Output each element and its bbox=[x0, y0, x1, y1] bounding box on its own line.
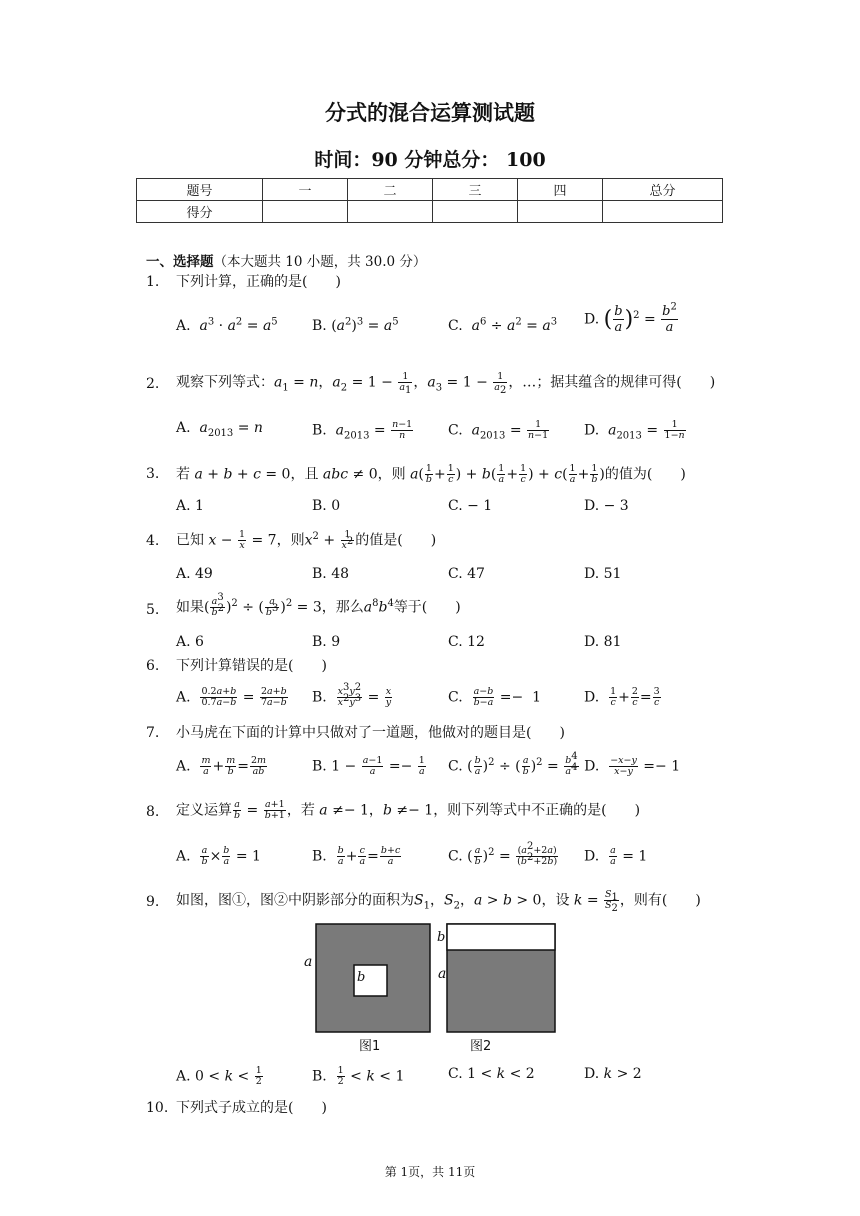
question-stem: 如图，图①，图②中阴影部分的面积为$S_1$，$S_2$，a > b > 0，设 k = $\frac{S_1}{S_2}$ ，则有( ) bbox=[176, 889, 701, 914]
score-header-cell: 三 bbox=[433, 179, 518, 201]
option-d[interactable]: D. $\frac{1}{c}$ + $\frac{2}{c}$ = $\frac{3}{c}$ bbox=[584, 686, 660, 708]
question-number: 3. bbox=[146, 466, 160, 482]
option-d[interactable]: D. 51 bbox=[584, 566, 622, 582]
question-stem: 下列计算错误的是( ) bbox=[176, 658, 327, 674]
score-header-cell: 一 bbox=[263, 179, 348, 201]
option-c[interactable]: C. $a_{2013}$ = $\frac{1}{n-1}$ bbox=[448, 419, 549, 442]
question-stem: 观察下列等式：$a_1 = n$，$a_2 = 1$ − $\frac{1}{a_1}$ ，$a_3 = 1$ − $\frac{1}{a_2}$ ，…；据其蕴含的规律可得( ) bbox=[176, 371, 716, 396]
option-b[interactable]: B. $a_{2013}$ = $\frac{n-1}{n}$ bbox=[312, 419, 413, 442]
score-cell[interactable] bbox=[603, 201, 723, 223]
question-stem: 若 a + b + c = 0，且 abc ≠ 0，则 a( $\frac{1}{b}$ + $\frac{1}{c}$ ) + b( $\frac{1}{a}$ + $\frac{1}{c}$ ) + c( $\frac{1}{a}$ + $\frac{1}{b}$ )的值为( ) bbox=[176, 463, 686, 485]
option-c[interactable]: C. $a^6 \div a^2 = a^3$ bbox=[448, 316, 558, 334]
score-cell[interactable] bbox=[263, 201, 348, 223]
question-number: 2. bbox=[146, 376, 160, 392]
page-title: 分式的混合运算测试题 bbox=[325, 100, 535, 125]
question-stem: 如果( $\frac{a^3}{b^2}$ )$^2$ ÷ ( $\frac{a}{b^3}$ )$^2$ = 3，那么$a^8b^4$等于( ) bbox=[176, 591, 461, 618]
option-c[interactable]: C. 47 bbox=[448, 566, 485, 582]
question-number: 9. bbox=[146, 894, 160, 910]
option-d[interactable]: D. k > 2 bbox=[584, 1066, 642, 1082]
question-number: 5. bbox=[146, 602, 160, 618]
option-b[interactable]: B. 1 − $\frac{a-1}{a}$ =− $\frac{1}{a}$ bbox=[312, 755, 425, 777]
score-header-cell: 四 bbox=[518, 179, 603, 201]
figure2-label-a: a bbox=[438, 966, 447, 982]
score-table bbox=[136, 178, 723, 223]
option-c[interactable]: C. ( $\frac{a}{b}$ )$^2$ = $\frac{(a^2+2a)}{(b^2+2b)}$ bbox=[448, 840, 558, 867]
option-a[interactable]: A. $a_{2013} = n$ bbox=[176, 420, 263, 439]
figure1-caption: 图1 bbox=[359, 1039, 381, 1054]
score-cell[interactable] bbox=[348, 201, 433, 223]
figure1-label-a: a bbox=[304, 954, 313, 970]
option-c[interactable]: C. $\frac{a-b}{b-a}$ =− 1 bbox=[448, 686, 542, 708]
question-number: 10. bbox=[146, 1100, 169, 1116]
question-stem: 定义运算 $\frac{a}{b}$ = $\frac{a+1}{b+1}$ ，若 a ≠− 1，b ≠− 1，则下列等式中不正确的是( ) bbox=[176, 799, 641, 821]
option-b[interactable]: B. $\frac{b}{a}$ + $\frac{c}{a}$ = $\frac{b+c}{a}$ bbox=[312, 845, 401, 867]
page-subtitle: 时间：90 分钟总分： 100 bbox=[314, 149, 546, 171]
section-heading: 一、选择题（本大题共 10 小题，共 30.0 分） bbox=[146, 254, 427, 270]
area-figure-svg bbox=[300, 920, 560, 1060]
option-a[interactable]: A. 6 bbox=[176, 634, 204, 650]
option-a[interactable]: A. $a^3 \cdot a^2 = a^5$ bbox=[176, 316, 278, 334]
score-cell[interactable] bbox=[518, 201, 603, 223]
option-c[interactable]: C. 1 < k < 2 bbox=[448, 1066, 535, 1082]
question-stem: 下列式子成立的是( ) bbox=[176, 1100, 327, 1116]
option-d[interactable]: D. $a_{2013}$ = $\frac{1}{1-n}$ bbox=[584, 419, 685, 442]
page-footer: 第 1页，共 11页 bbox=[384, 1165, 476, 1179]
option-a[interactable]: A. $\frac{a}{b}$ × $\frac{b}{a}$ = 1 bbox=[176, 845, 261, 867]
question-stem: 下列计算，正确的是( ) bbox=[176, 274, 341, 290]
option-b[interactable]: B. 48 bbox=[312, 566, 350, 582]
question-stem: 小马虎在下面的计算中只做对了一道题，他做对的题目是( ) bbox=[176, 725, 565, 741]
option-a[interactable]: A. 0 < k < $\frac{1}{2}$ bbox=[176, 1065, 262, 1087]
option-d[interactable]: D. ( $\frac{b}{a}$ )$^2$ = $\frac{b^2}{a}$ bbox=[584, 301, 677, 335]
score-header-cell: 总分 bbox=[603, 179, 723, 201]
option-b[interactable]: B. $\frac{1}{2}$ < k < 1 bbox=[312, 1065, 405, 1087]
option-a[interactable]: A. $\frac{m}{a}$ + $\frac{m}{b}$ = $\frac{2m}{ab}$ bbox=[176, 755, 267, 777]
option-b[interactable]: B. $(a^2)^3 = a^5$ bbox=[312, 316, 399, 334]
option-c[interactable]: C. ( $\frac{b}{a}$ )$^2$ ÷ ( $\frac{a}{b}$ )$^2$ = $\frac{b^4}{a^4}$ D. $\frac{-x-y}{x-y}$ =− 1 bbox=[448, 750, 681, 777]
option-c[interactable]: C. 12 bbox=[448, 634, 485, 650]
option-c[interactable]: C. − 1 bbox=[448, 498, 493, 514]
option-d[interactable]: D. 81 bbox=[584, 634, 622, 650]
area-figure bbox=[300, 920, 560, 1060]
figure2-caption: 图2 bbox=[470, 1039, 492, 1054]
option-b[interactable]: B. 0 bbox=[312, 498, 341, 514]
option-a[interactable]: A. 49 bbox=[176, 566, 213, 582]
figure1-label-b: b bbox=[357, 970, 366, 985]
score-cell[interactable] bbox=[433, 201, 518, 223]
option-b[interactable]: B. 9 bbox=[312, 634, 341, 650]
option-d[interactable]: D. − 3 bbox=[584, 498, 629, 514]
question-number: 6. bbox=[146, 658, 160, 674]
question-stem: 已知 x − $\frac{1}{x}$ = 7，则$x^2$ + $\frac{1}{x^2}$ 的值是( ) bbox=[176, 529, 437, 551]
question-number: 1. bbox=[146, 274, 160, 290]
option-d[interactable]: D. $\frac{a}{a}$ = 1 bbox=[584, 845, 648, 867]
score-header-cell: 二 bbox=[348, 179, 433, 201]
question-number: 8. bbox=[146, 804, 160, 820]
score-table-row bbox=[137, 201, 723, 223]
question-number: 4. bbox=[146, 533, 160, 549]
score-header-cell: 题号 bbox=[137, 179, 263, 201]
figure2-strip bbox=[447, 924, 555, 950]
figure2-label-b: b bbox=[437, 930, 446, 945]
question-number: 7. bbox=[146, 725, 160, 741]
score-table-header-row bbox=[137, 179, 723, 201]
score-row-label: 得分 bbox=[137, 201, 263, 223]
option-a[interactable]: A. $\frac{0.2a+b}{0.7a-b}$ = $\frac{2a+b}{7a-b}$ bbox=[176, 686, 287, 708]
option-b[interactable]: B. $\frac{x^3y^2}{x^2y^3}$ = $\frac{x}{y}$ bbox=[312, 681, 392, 708]
option-a[interactable]: A. 1 bbox=[176, 498, 204, 514]
